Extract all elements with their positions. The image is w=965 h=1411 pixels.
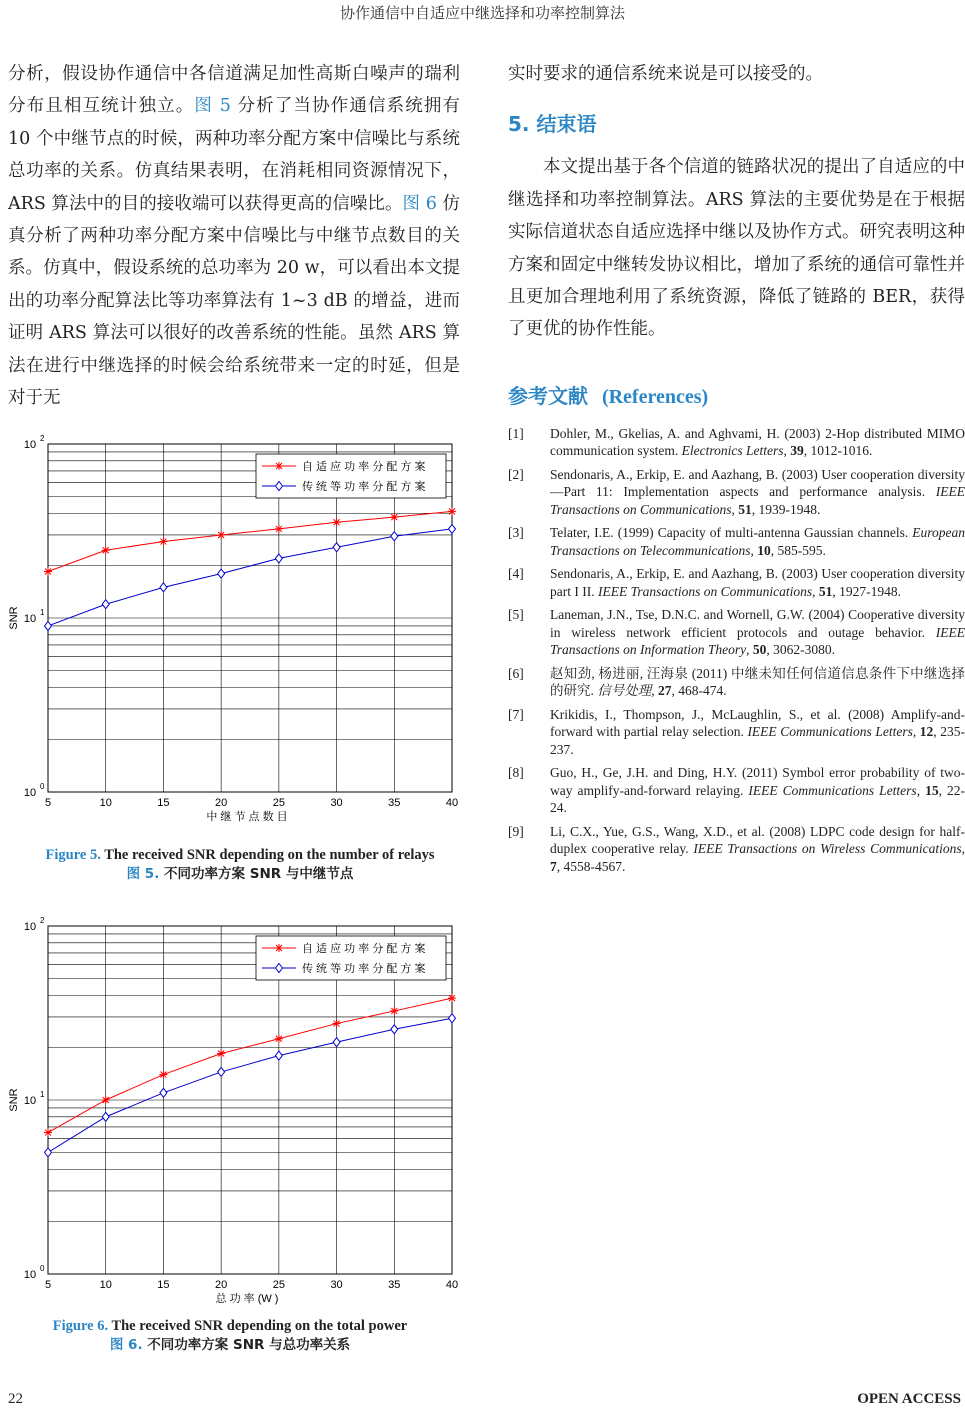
data-point (391, 532, 398, 541)
conclusion-paragraph: 本文提出基于各个信道的链路状况的提出了自适应的中继选择和功率控制算法。ARS 算法的主要优势是在于根据实际信道状态自适应选择中继以及协作方式。研究表明这种方案和固定中继转发协议相比，增加了系统的通信可靠性并且更加合理地利用了系统资源，降低了链路的 BER，获得了更优的协作性能。 (508, 157, 965, 340)
page-number: 22 (8, 1391, 23, 1407)
data-point (159, 538, 167, 546)
data-point (275, 1051, 282, 1060)
legend-marker (275, 462, 283, 470)
left-paragraph: 分析，假设协作通信中各信道满足加性高斯白噪声的瑞利分布且相互统计独立。图 5 分析了当协作通信系统拥有 10 个中继节点的时候，两种功率分配方案中信噪比与系统总功率的关系。仿真结果表明，在消耗相同资源情况下，ARS 算法中的目的接收端可以获得更高的信噪比。图 6 仿真分析了两种功率分配方案中信噪比与中继节点数目的关系。仿真中，假设系统的总功率为 20 w，可以看出本文提出的功率分配算法比等功率算法有 1~3 dB 的增益，进而证明 ARS 算法可以很好的改善系统的性能。虽然 ARS 算法在进行中继选择的时候会给系统带来一定的时延，但是对于无 (8, 64, 461, 409)
data-point (275, 554, 282, 563)
series-line (48, 511, 452, 571)
reference-number: [9] (508, 823, 524, 839)
reference-number: [7] (508, 706, 524, 722)
data-point (333, 518, 341, 526)
data-point (390, 1007, 398, 1015)
reference-text: Krikidis, I., Thompson, J., McLaughlin, S., et al. (2008) Amplify-and-forward with partial relay selection. IEEE Communications Letters, 12, 235-237. (550, 706, 965, 757)
data-point (449, 1014, 456, 1023)
series-line (48, 998, 452, 1132)
reference-text: Telater, I.E. (1999) Capacity of multi-antenna Gaussian channels. European Transactions on Telecommunications, 10, 585-595. (550, 525, 965, 558)
reference-text: Li, C.X., Yue, G.S., Wang, X.D., et al. (2008) LDPC code design for half-duplex cooperative relay. IEEE Transactions on Wireless Communications, 7, 4558-4567. (550, 823, 965, 874)
reference-item (508, 425, 965, 460)
reference-number: [2] (508, 466, 524, 482)
x-tick-label: 10 (99, 797, 112, 809)
data-point (102, 1112, 109, 1121)
legend-marker (275, 944, 283, 952)
data-point (44, 1129, 52, 1137)
x-tick-label: 20 (215, 797, 228, 809)
running-header: 协作通信中自适应中继选择和功率控制算法 (339, 4, 625, 22)
data-point (449, 524, 456, 533)
y-tick-exponent: 0 (40, 1264, 45, 1273)
reference-text: Sendonaris, A., Erkip, E. and Aazhang, B. (2003) User cooperation diversity part I II. IEEE Transactions on Communications, 51, 1927-1948. (550, 566, 965, 599)
data-point (218, 1067, 225, 1076)
reference-number: [4] (508, 566, 524, 582)
data-point (45, 621, 52, 630)
x-axis-label: 总 功 率 (W ) (215, 1293, 279, 1305)
figure6-caption: Figure 6. The received SNR depending on the total power 图 6. 不同功率方案 SNR 与总功率关系 (52, 1318, 408, 1353)
x-tick-label: 30 (330, 797, 343, 809)
x-tick-label: 40 (445, 797, 459, 809)
x-tick-label: 25 (272, 1279, 285, 1291)
data-point (44, 568, 52, 576)
data-point (333, 1038, 340, 1047)
right-paragraph-0: 实时要求的通信系统来说是可以接受的。 (508, 64, 823, 84)
reference-item (508, 706, 965, 759)
reference-item (508, 764, 965, 817)
figure6 (0, 912, 470, 1312)
reference-text: Dohler, M., Gkelias, A. and Aghvami, H. (2003) 2-Hop distributed MIMO communication system. Electronics Letters, 39, 1012-1016. (550, 425, 965, 459)
data-point (333, 543, 340, 552)
legend-label: 传 统 等 功 率 分 配 方 案 (302, 963, 426, 975)
reference-item (508, 606, 965, 659)
data-point (448, 994, 456, 1002)
y-tick-exponent: 1 (40, 608, 45, 617)
data-point (275, 1035, 283, 1043)
y-tick-label: 10 (23, 613, 37, 625)
y-tick-label: 10 (23, 787, 37, 799)
reference-item (508, 565, 965, 600)
reference-list (508, 425, 965, 876)
x-tick-label: 15 (157, 1279, 170, 1291)
x-tick-label: 30 (330, 1279, 343, 1291)
series-line (48, 529, 452, 626)
y-tick-exponent: 2 (40, 916, 45, 925)
reference-number: [5] (508, 607, 524, 623)
data-point (102, 600, 109, 609)
references-title: 参考文献 (References) (508, 383, 709, 408)
reference-item (508, 524, 965, 559)
y-tick-label: 10 (23, 439, 37, 451)
figure6-link[interactable]: 图 6 (402, 193, 437, 214)
reference-text: Sendonaris, A., Erkip, E. and Aazhang, B. (2003) User cooperation diversity—Part 11: Implementation aspects and performance analysis. IEEE Transactions on Communications, 51, 1939-1948. (550, 466, 965, 517)
data-point (333, 1020, 341, 1028)
data-point (217, 531, 225, 539)
reference-number: [8] (508, 765, 524, 781)
x-tick-label: 20 (215, 1279, 228, 1291)
x-tick-label: 35 (388, 1279, 401, 1291)
data-point (448, 507, 456, 515)
y-tick-label: 10 (23, 1095, 37, 1107)
data-point (45, 1148, 52, 1157)
data-point (390, 513, 398, 521)
reference-text: Laneman, J.N., Tse, D.N.C. and Wornell, G.W. (2004) Cooperative diversity in wireless network efficient protocols and outage behavior. IEEE Transactions on Information Theory, 50, 3062-3080. (550, 607, 965, 658)
x-tick-label: 25 (272, 797, 285, 809)
reference-number: [6] (508, 665, 524, 681)
y-axis-label: SNR (8, 1088, 20, 1112)
data-point (159, 1071, 167, 1079)
reference-item (508, 466, 965, 519)
data-point (217, 1050, 225, 1058)
data-point (160, 583, 167, 592)
reference-number: [1] (508, 425, 524, 441)
reference-number: [3] (508, 525, 524, 541)
legend-label: 传 统 等 功 率 分 配 方 案 (302, 481, 426, 493)
y-tick-exponent: 1 (40, 1090, 45, 1099)
legend-label: 自 适 应 功 率 分 配 方 案 (302, 461, 426, 473)
y-tick-label: 10 (23, 921, 37, 933)
figure5-caption: Figure 5. The received SNR depending on the number of relays 图 5. 不同功率方案 SNR 与中继节点 (45, 847, 435, 882)
x-tick-label: 10 (99, 1279, 112, 1291)
left-column (8, 58, 460, 414)
series-line (48, 1018, 452, 1152)
reference-item (508, 823, 965, 876)
y-tick-exponent: 2 (40, 434, 45, 443)
x-tick-label: 5 (44, 1279, 52, 1291)
y-axis-label: SNR (8, 606, 20, 630)
x-tick-label: 40 (445, 1279, 459, 1291)
data-point (275, 525, 283, 533)
x-tick-label: 15 (157, 797, 170, 809)
figure5-chart (0, 430, 470, 830)
data-point (102, 1096, 110, 1104)
reference-item (508, 665, 965, 700)
reference-text: Guo, H., Ge, J.H. and Ding, H.Y. (2011) Symbol error probability of two-way amplify-and-forward relaying. IEEE Communications Letters, 15, 22-24. (550, 765, 965, 816)
figure5 (0, 430, 470, 830)
open-access-label: OPEN ACCESS (857, 1391, 961, 1407)
figure6-chart (0, 912, 470, 1312)
right-column (508, 58, 965, 881)
x-axis-label: 中 继 节 点 数 目 (206, 811, 288, 823)
x-tick-label: 5 (44, 797, 52, 809)
x-tick-label: 35 (388, 797, 401, 809)
data-point (391, 1025, 398, 1034)
figure5-link[interactable]: 图 5 (194, 96, 231, 117)
section-title-conclusion: 5. 结束语 (508, 112, 597, 137)
reference-text: 赵知劲, 杨进丽, 汪海泉 (2011) 中继未知任何信道信息条件下中继选择的研究. 信号处理, 27, 468-474. (550, 665, 965, 699)
data-point (218, 569, 225, 578)
y-tick-label: 10 (23, 1269, 37, 1281)
legend-label: 自 适 应 功 率 分 配 方 案 (302, 943, 426, 955)
data-point (102, 546, 110, 554)
data-point (160, 1088, 167, 1097)
y-tick-exponent: 0 (40, 782, 45, 791)
